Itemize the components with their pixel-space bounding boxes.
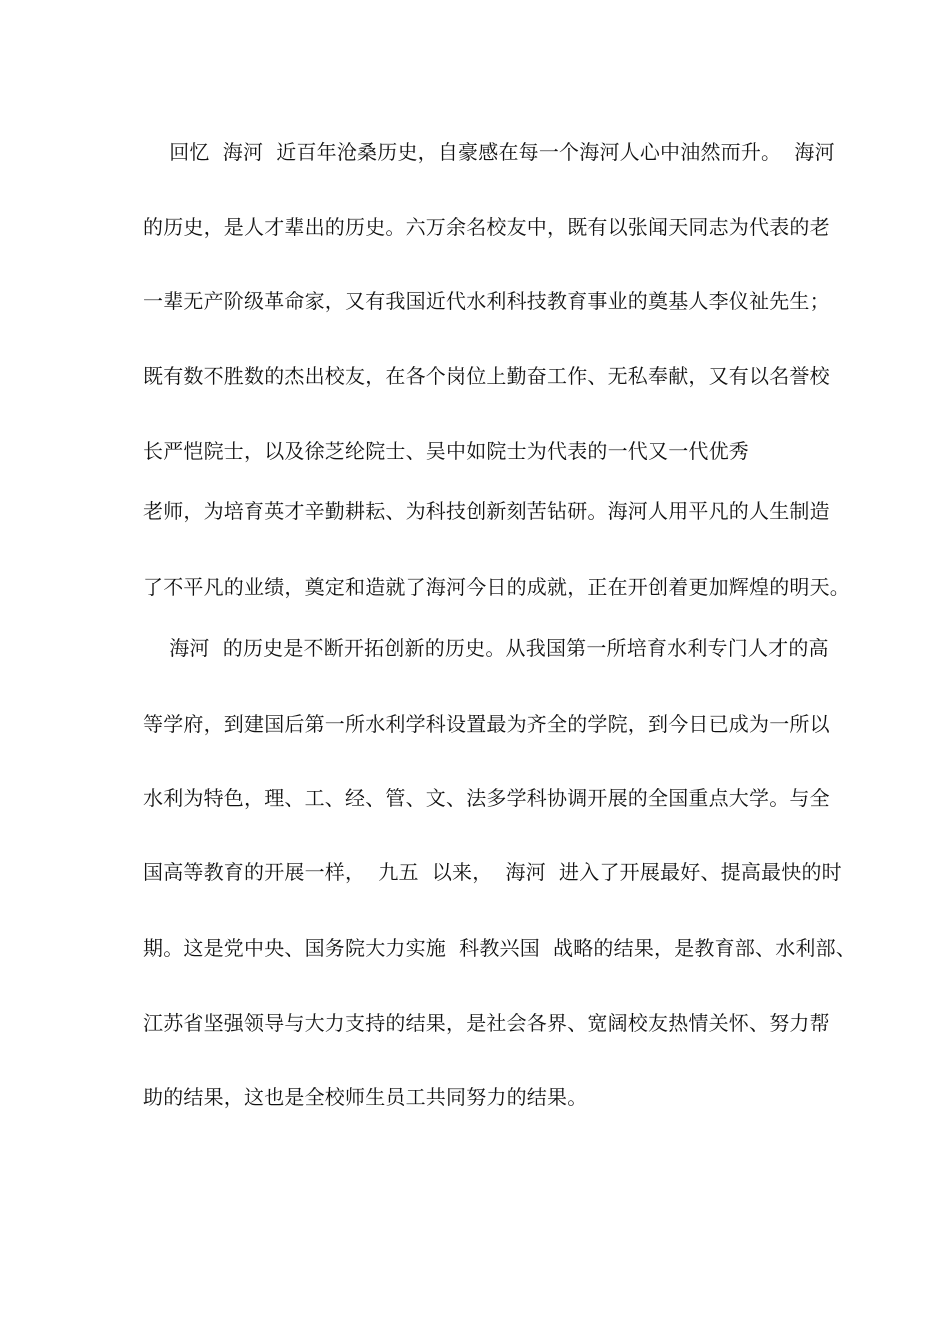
text-line-6: 老师，为培育英才辛勤耕耘、为科技创新刻苦钻研。海河人用平凡的人生制造 <box>143 499 830 523</box>
text-line-11: 国高等教育的开展一样， 九五 以来， 海河 进入了开展最好、提高最快的时 <box>143 860 842 884</box>
text-line-5: 长严恺院士，以及徐芝纶院士、吴中如院士为代表的一代又一代优秀 <box>143 439 749 463</box>
text-line-10: 水利为特色，理、工、经、管、文、法多学科协调开展的全国重点大学。与全 <box>143 786 830 810</box>
text-line-13: 江苏省坚强领导与大力支持的结果，是社会各界、宽阔校友热情关怀、努力帮 <box>143 1011 830 1035</box>
text-line-9: 等学府，到建国后第一所水利学科设置最为齐全的学院，到今日已成为一所以 <box>143 712 830 736</box>
text-line-14: 助的结果，这也是全校师生员工共同努力的结果。 <box>143 1085 588 1109</box>
text-line-4: 既有数不胜数的杰出校友，在各个岗位上勤奋工作、无私奉献，又有以名誉校 <box>143 364 830 388</box>
text-line-7: 了不平凡的业绩，奠定和造就了海河今日的成就，正在开创着更加辉煌的明天。 <box>143 575 850 599</box>
text-line-2: 的历史，是人才辈出的历史。六万余名校友中，既有以张闻天同志为代表的老 <box>143 215 830 239</box>
text-line-8: 海河 的历史是不断开拓创新的历史。从我国第一所培育水利专门人才的高 <box>143 636 829 660</box>
text-line-12: 期。这是党中央、国务院大力实施 科教兴国 战略的结果，是教育部、水利部、 <box>143 936 857 960</box>
text-line-1: 回忆 海河 近百年沧桑历史，自豪感在每一个海河人心中油然而升。 海河 <box>143 140 835 164</box>
text-line-3: 一辈无产阶级革命家，又有我国近代水利科技教育事业的奠基人李仪祉先生； <box>143 289 830 313</box>
